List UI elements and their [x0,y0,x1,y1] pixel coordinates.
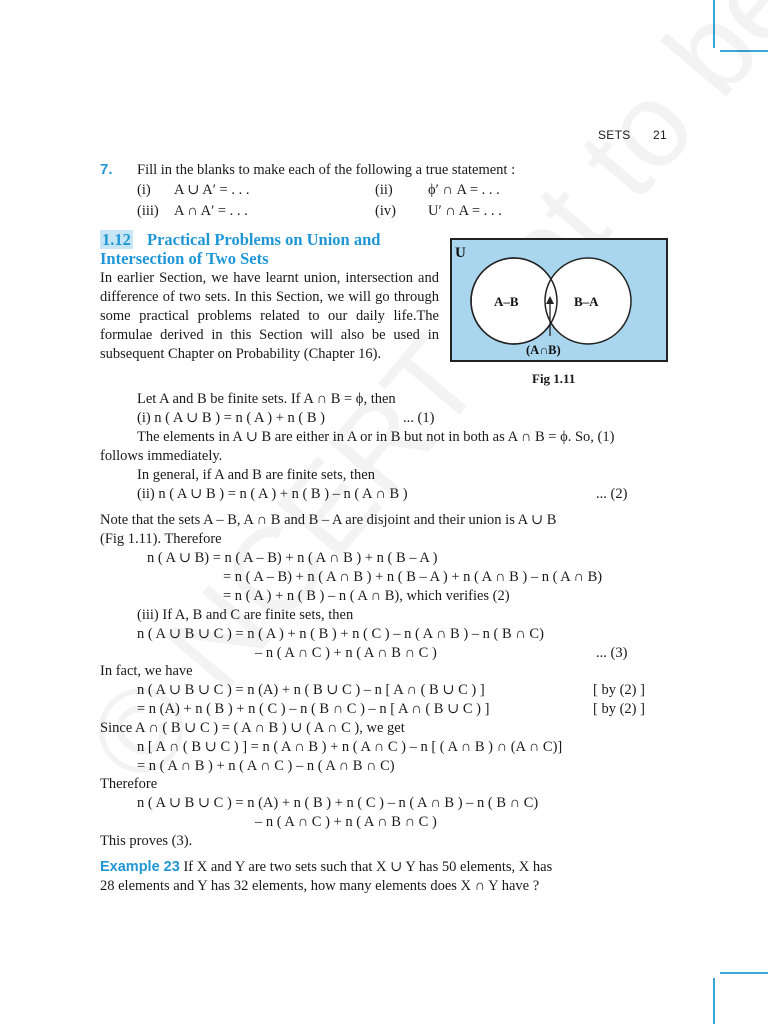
b-minus-a-label: B–A [574,294,599,309]
body-line: Let A and B be finite sets. If A ∩ B = ϕ, then [137,391,396,407]
body-line: follows immediately. [100,448,223,464]
section-number: 1.12 [102,230,131,249]
equation-3: n ( A ∪ B ∪ C ) = n ( A ) + n ( B ) + n ( C ) – n ( A ∩ B ) – n ( B ∩ C) [137,626,544,642]
equation-3-ref: ... (3) [596,645,628,661]
body-line: In general, if A and B are finite sets, then [137,467,375,483]
a-minus-b-label: A–B [494,294,519,309]
crop-mark-bottom-horizontal [720,972,768,974]
body-line: Therefore [100,776,158,792]
body-line: The elements in A ∪ B are either in A or in B but not in both as A ∩ B = ϕ. So, (1) [137,429,615,445]
question-prompt: Fill in the blanks to make each of the following a true statement : [137,162,516,178]
derivation-line: – n ( A ∩ C ) + n ( A ∩ B ∩ C ) [255,814,437,830]
equation-2: (ii) n ( A ∪ B ) = n ( A ) + n ( B ) – n ( A ∩ B ) [137,486,408,502]
derivation-line: = n ( A – B) + n ( A ∩ B ) + n ( B – A ) + n ( A ∩ B ) – n ( A ∩ B) [223,569,603,585]
derivation-ref: [ by (2) ] [593,701,645,717]
intersection-label: (A∩B) [526,343,561,357]
crop-mark-top-vertical [713,0,715,48]
equation-1: (i) n ( A ∪ B ) = n ( A ) + n ( B ) [137,410,325,426]
body-line: (iii) If A, B and C are finite sets, then [137,607,354,623]
q7-item-label-iv: (iv) [375,203,396,219]
example-label: Example 23 [100,859,180,875]
q7-item-label-iii: (iii) [137,203,159,219]
section-title-line2: Intersection of Two Sets [100,249,269,268]
question-number: 7. [100,161,113,178]
equation-2-ref: ... (2) [596,486,628,502]
body-line: Note that the sets A – B, A ∩ B and B – A are disjoint and their union is A ∪ B [100,512,557,528]
section-heading [100,230,440,250]
running-header-title: SETS [598,128,631,142]
q7-item-expr-iii: A ∩ A′ = . . . [174,203,248,219]
equation-3-cont: – n ( A ∩ C ) + n ( A ∩ B ∩ C ) [255,645,437,661]
q7-item-label-i: (i) [137,182,151,198]
q7-item-expr-iv: U′ ∩ A = . . . [428,203,502,219]
derivation-ref: [ by (2) ] [593,682,645,698]
body-line: (Fig 1.11). Therefore [100,531,222,547]
crop-mark-top-horizontal [720,50,768,52]
section-intro-paragraph: In earlier Section, we have learnt union, intersection and difference of two sets. In this Section, we will go through some practical problems related to our daily life.The formulae derived in this Section will also be used in subsequent Chapter on Probability (Chapter 16). [100,270,439,362]
derivation-line: n ( A ∪ B ∪ C ) = n (A) + n ( B ∪ C ) – n [ A ∩ ( B ∪ C ) ] [137,682,485,698]
page-number: 21 [653,128,667,142]
derivation-line: = n ( A ∩ B ) + n ( A ∩ C ) – n ( A ∩ B ∩ C) [137,758,395,774]
body-line: Since A ∩ ( B ∪ C ) = ( A ∩ B ) ∪ ( A ∩ C ), we get [100,720,405,736]
crop-mark-bottom-vertical [713,978,715,1024]
q7-item-expr-ii: ϕ′ ∩ A = . . . [428,182,500,198]
body-line: In fact, we have [100,663,193,679]
derivation-line: n ( A ∪ B ∪ C ) = n (A) + n ( B ) + n ( C ) – n ( A ∩ B ) – n ( B ∩ C) [137,795,539,811]
derivation-line: n [ A ∩ ( B ∪ C ) ] = n ( A ∩ B ) + n ( A ∩ C ) – n [ ( A ∩ B ) ∩ (A ∩ C)] [137,739,563,755]
derivation-line: = n (A) + n ( B ) + n ( C ) – n ( B ∩ C ) – n [ A ∩ ( B ∪ C ) ] [137,701,490,717]
example-text-2: 28 elements and Y has 32 elements, how many elements does X ∩ Y have ? [100,878,540,894]
equation-1-ref: ... (1) [403,410,435,426]
venn-diagram [450,238,668,363]
section-title-line1: Practical Problems on Union and [147,230,381,249]
example-text-1: If X and Y are two sets such that X ∪ Y has 50 elements, X has [183,859,553,875]
figure-caption: Fig 1.11 [532,371,576,386]
universe-label: U [455,245,466,261]
derivation-line: n ( A ∪ B) = n ( A – B) + n ( A ∩ B ) + n ( B – A ) [147,550,438,566]
q7-item-expr-i: A ∪ A′ = . . . [174,182,250,198]
example-line-1 [100,858,552,876]
q7-item-label-ii: (ii) [375,182,393,198]
derivation-line: = n ( A ) + n ( B ) – n ( A ∩ B), which verifies (2) [223,588,510,604]
body-line: This proves (3). [100,833,193,849]
